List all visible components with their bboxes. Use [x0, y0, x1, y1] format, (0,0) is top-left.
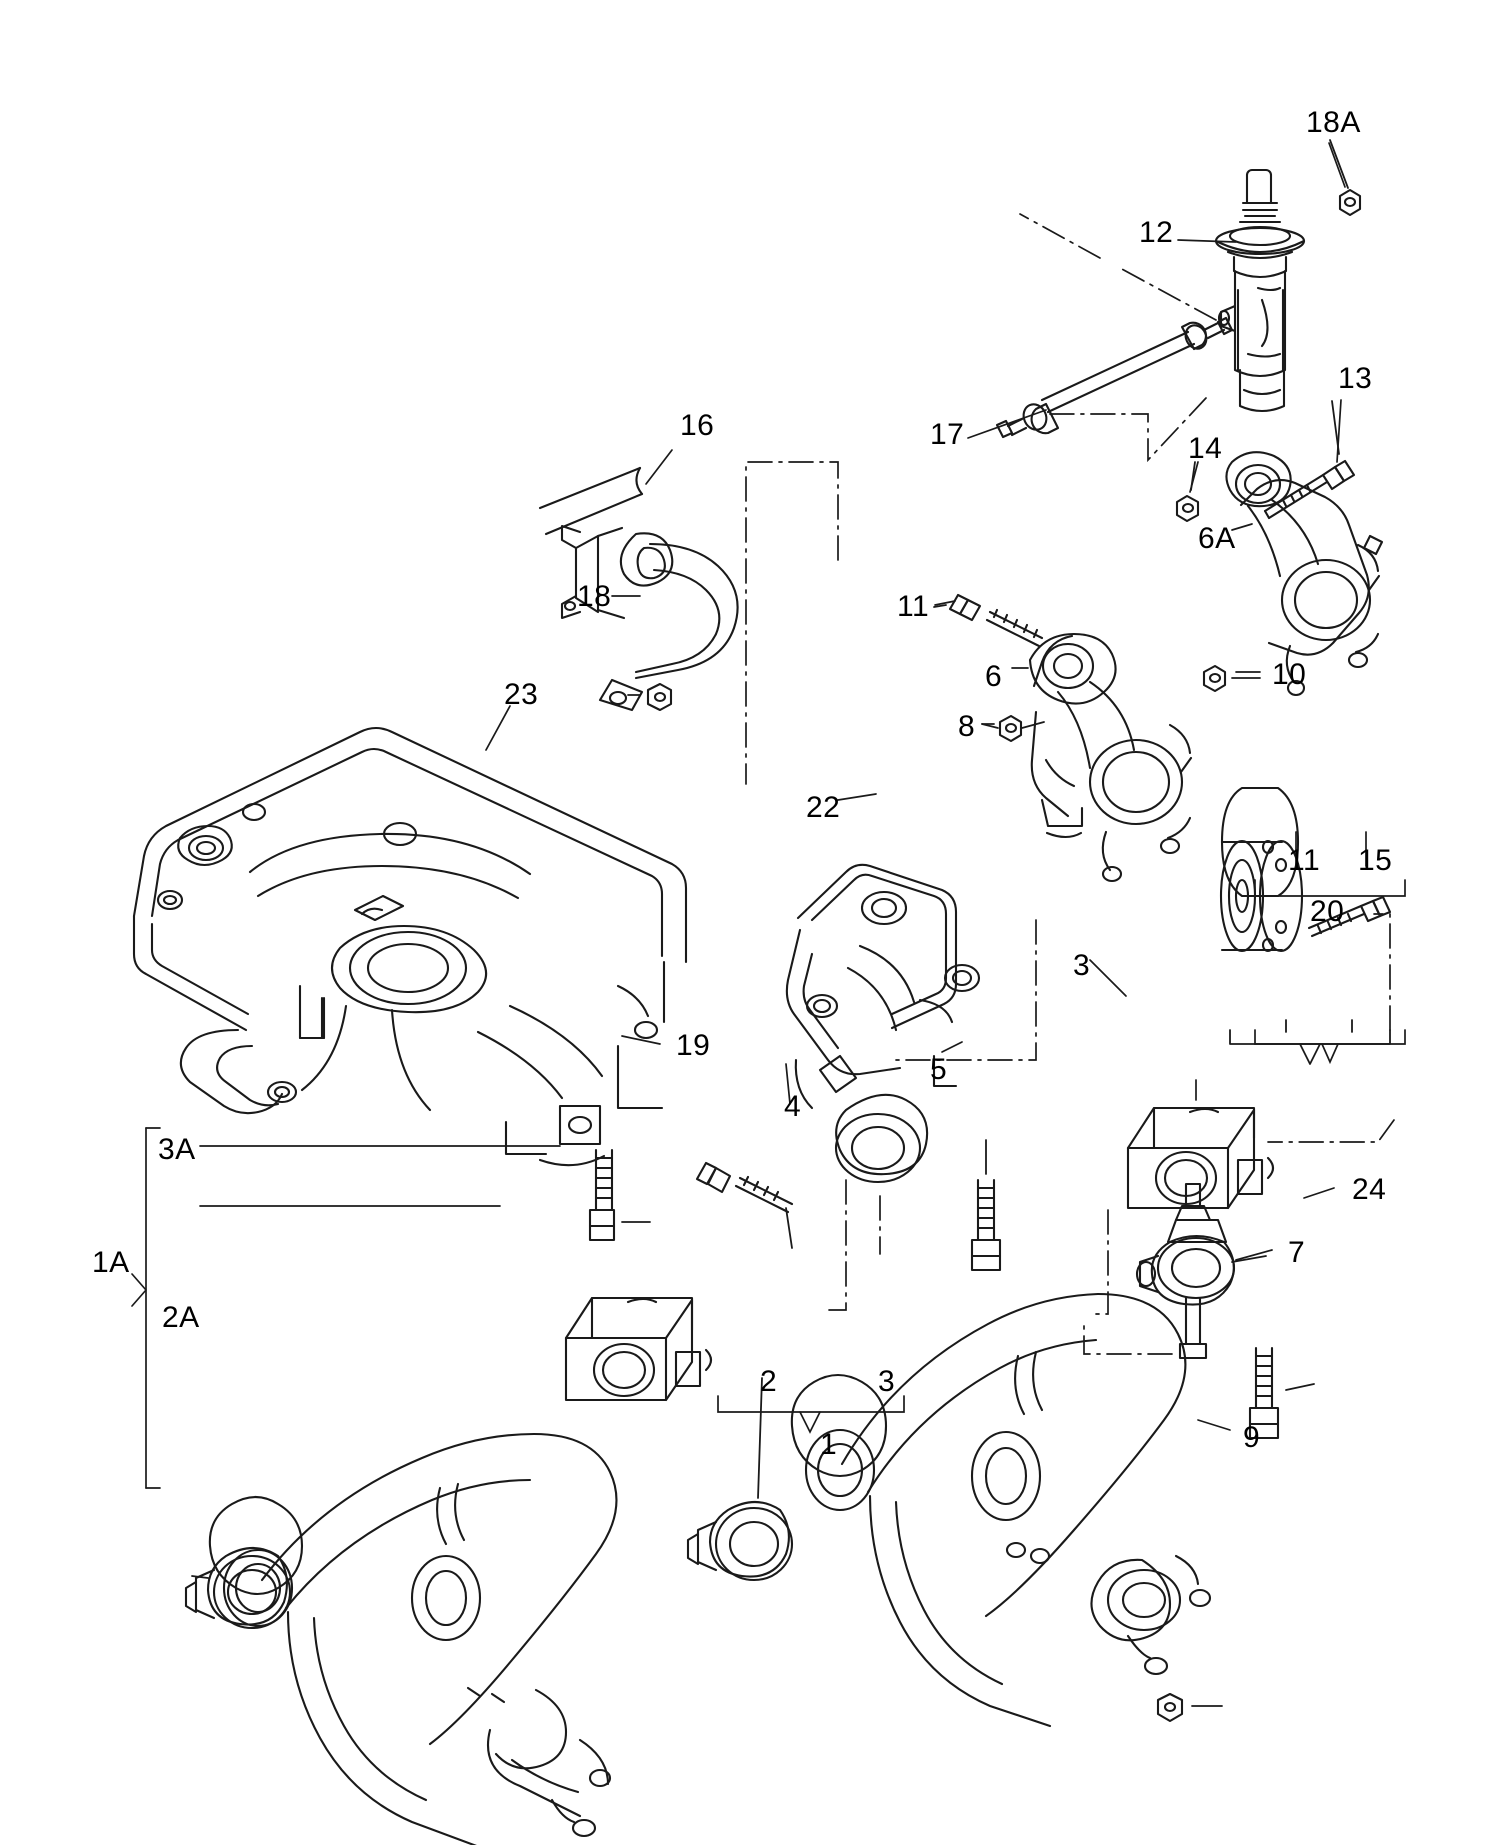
- callout-2: 2: [760, 1365, 778, 1398]
- coupling-rod-17: [997, 318, 1232, 437]
- nut-18a: [1330, 140, 1360, 215]
- callout-19: 19: [676, 1029, 711, 1062]
- control-arm-left-1a: [210, 1434, 617, 1845]
- bush-2: [688, 1378, 792, 1580]
- subframe-23: [134, 728, 686, 1165]
- callout-5: 5: [930, 1053, 948, 1086]
- bolt-4: [697, 1163, 792, 1248]
- callout-9: 9: [1243, 1421, 1261, 1454]
- nut-10: [1204, 666, 1260, 691]
- callout-3-lower: 3: [878, 1365, 896, 1398]
- callout-22: 22: [806, 791, 841, 824]
- callout-8: 8: [958, 710, 976, 743]
- strut-assembly: [1216, 170, 1304, 411]
- callout-1: 1: [820, 1428, 838, 1461]
- wheel-bearing-housing-6: [1030, 634, 1191, 881]
- callout-2a: 2A: [162, 1301, 200, 1334]
- callout-10: 10: [1272, 658, 1307, 691]
- callout-3a: 3A: [158, 1133, 196, 1166]
- nut-9: [1158, 1694, 1222, 1721]
- callout-11-lower: 11: [1288, 844, 1321, 877]
- callout-4: 4: [784, 1090, 802, 1123]
- callout-13: 13: [1338, 362, 1373, 395]
- callout-12: 12: [1139, 216, 1174, 249]
- callout-16: 16: [680, 409, 715, 442]
- callout-1a: 1A: [92, 1246, 130, 1279]
- control-arm-right-1: [792, 1294, 1210, 1726]
- callout-15: 15: [1358, 844, 1393, 877]
- callout-18a: 18A: [1306, 106, 1361, 139]
- bolt-5: [972, 1140, 1000, 1270]
- callout-17: 17: [930, 418, 965, 451]
- bush-bracket-3a: [566, 1298, 711, 1400]
- callout-3-upper: 3: [1073, 949, 1091, 982]
- stabilizer-bar-16: [540, 468, 738, 710]
- callout-14: 14: [1188, 432, 1223, 465]
- callout-18: 18: [577, 580, 612, 613]
- callout-20: 20: [1310, 895, 1345, 928]
- support-bracket-22: [787, 865, 979, 1182]
- callout-23: 23: [504, 678, 539, 711]
- callout-6: 6: [985, 660, 1003, 693]
- callout-6a: 6A: [1198, 522, 1236, 555]
- ball-joint-7: [1137, 1184, 1266, 1358]
- callout-7: 7: [1288, 1236, 1306, 1269]
- callout-24: 24: [1352, 1173, 1387, 1206]
- bracket-20: [1230, 1030, 1390, 1044]
- bolt-19: [590, 1150, 650, 1240]
- callout-11-upper: 11: [897, 590, 930, 623]
